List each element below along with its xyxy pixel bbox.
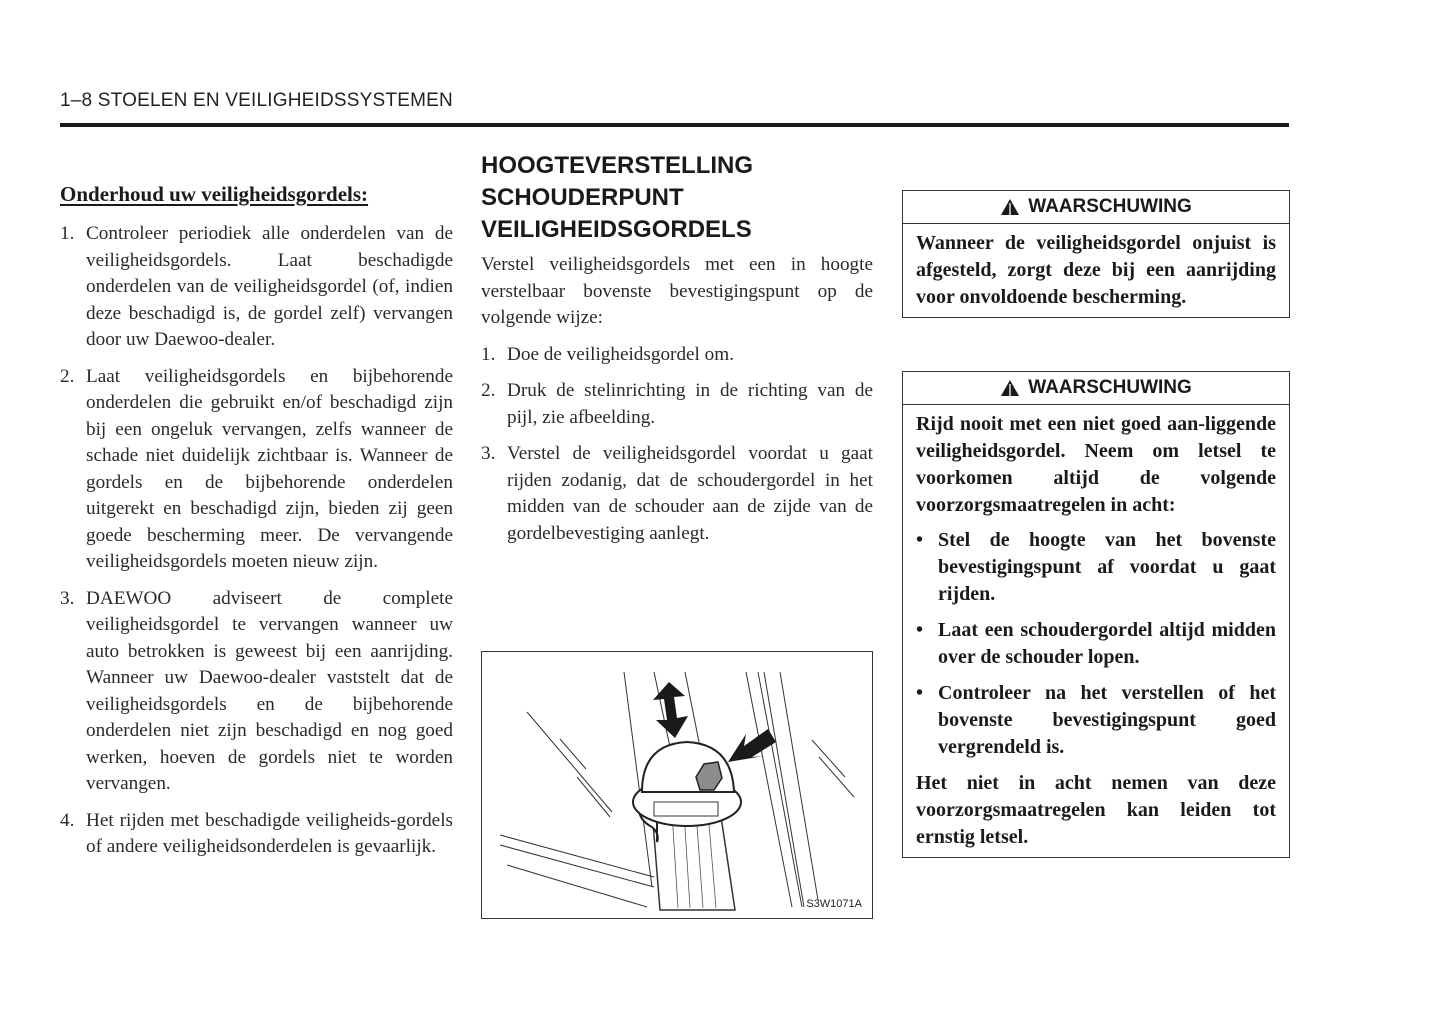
warning-triangle-icon (1000, 379, 1020, 397)
list-item (481, 378, 873, 431)
adjustment-intro: Verstel veiligheidsgordels met een in hoogte verstelbaar bovenste bevestigingspunt op de volgende wijze: (481, 254, 873, 328)
list-number: 2. (60, 365, 75, 387)
list-text: Controleer periodiek alle onderdelen van de veiligheidsgordels. Laat beschadigde onderdelen van de veiligheidsgordel (of, indien deze beschadigd is, de gordel zelf) vervangen door uw Daewoo-dealer. (86, 223, 453, 350)
list-item (916, 617, 1276, 671)
warning-body (903, 224, 1289, 317)
list-number: 1. (60, 223, 75, 244)
adjustment-heading (481, 150, 873, 246)
list-item (60, 364, 453, 576)
list-item (60, 808, 453, 861)
warning-title: WAARSCHUWING (1028, 377, 1192, 398)
list-text: Verstel de veiligheidsgordel voordat u gaat rijden zodanig, dat de schoudergordel in het midden van de schouder aan de zijde van de gordelbevestiging aanlegt. (507, 443, 873, 544)
warning-triangle-icon (1000, 198, 1020, 216)
bullet-icon: • (916, 529, 924, 551)
figure-code: S3W1071A (806, 898, 862, 910)
warning-text: Wanneer de veiligheidsgordel onjuist is afgesteld, zorgt deze bij een aanrijding voor onvoldoende bescherming. (916, 232, 1276, 308)
list-text: DAEWOO adviseert de complete veiligheidsgordel te vervangen wanneer uw auto betrokken is geweest bij een aanrijding. Wanneer uw Daewoo-dealer vaststelt dat de veiligheidsgordels en de bijbehorende onderdelen niet zijn beschadigd en nog goed werken, hoeven de gordels niet te worden vervangen. (86, 587, 453, 794)
heading-line: VEILIGHEIDSGORDELS (481, 216, 752, 243)
maintenance-section (60, 182, 453, 871)
seatbelt-illustration (481, 651, 873, 919)
list-item (481, 342, 873, 369)
list-text: Laat veiligheidsgordels en bijbehorende onderdelen die gebruikt en/of beschadigd zijn bij een ongeluk vervangen, zelfs wanneer de schade niet duidelijk zichtbaar is. Wanneer de gordels en de bijbehorende onderdelen uitgerekt en beschadigd zijn, bieden zij geen goede bescherming meer. De vervangende veiligheidsgordels moeten nieuw zijn. (86, 365, 453, 572)
warning-intro: Rijd nooit met een niet goed aan-liggende veiligheidsgordel. Neem om letsel te voorkomen altijd de volgende voorzorgsmaatregelen in acht: (916, 413, 1276, 516)
warning-outro: Het niet in acht nemen van deze voorzorgsmaatregelen kan leiden tot ernstig letsel. (916, 772, 1276, 848)
warning-header (903, 191, 1289, 224)
list-text: Stel de hoogte van het bovenste bevestigingspunt af voordat u gaat rijden. (938, 529, 1276, 605)
warning-header (903, 372, 1289, 405)
list-number: 2. (481, 380, 496, 401)
list-text: Laat een schoudergordel altijd midden over de schouder lopen. (938, 619, 1276, 668)
adjustment-steps (481, 342, 873, 548)
list-text: Druk de stelinrichting in de richting van de pijl, zie afbeelding. (507, 380, 873, 428)
page-header: 1–8 STOELEN EN VEILIGHEIDSSYSTEMEN (60, 90, 453, 111)
list-item (60, 221, 453, 354)
seatbelt-anchor-drawing (482, 652, 872, 918)
list-text: Controleer na het verstellen of het bovenste bevestigingspunt goed vergrendeld is. (938, 682, 1276, 758)
bullet-icon: • (916, 682, 924, 704)
list-text: Het rijden met beschadigde veiligheids-gordels of andere veiligheidsonderdelen is gevaarlijk. (86, 809, 453, 857)
heading-line: HOOGTEVERSTELLING (481, 152, 754, 179)
warning-box (902, 371, 1290, 858)
warning-box (902, 190, 1290, 318)
header-rule (60, 123, 1289, 127)
list-item (60, 586, 453, 798)
list-number: 1. (481, 343, 496, 365)
list-item (916, 680, 1276, 761)
list-number: 4. (60, 809, 75, 831)
adjustment-section (481, 150, 873, 557)
heading-line: SCHOUDERPUNT (481, 184, 684, 211)
list-number: 3. (60, 587, 75, 609)
precaution-list (916, 527, 1276, 761)
warning-body (903, 405, 1289, 857)
warning-title: WAARSCHUWING (1028, 196, 1192, 217)
push-arrow-icon (728, 729, 776, 762)
bullet-icon: • (916, 619, 924, 641)
maintenance-list (60, 221, 453, 861)
list-item (481, 441, 873, 547)
list-item (916, 527, 1276, 608)
maintenance-heading: Onderhoud uw veiligheidsgordels: (60, 182, 369, 206)
list-text: Doe de veiligheidsgordel om. (507, 343, 734, 365)
list-number: 3. (481, 443, 496, 464)
